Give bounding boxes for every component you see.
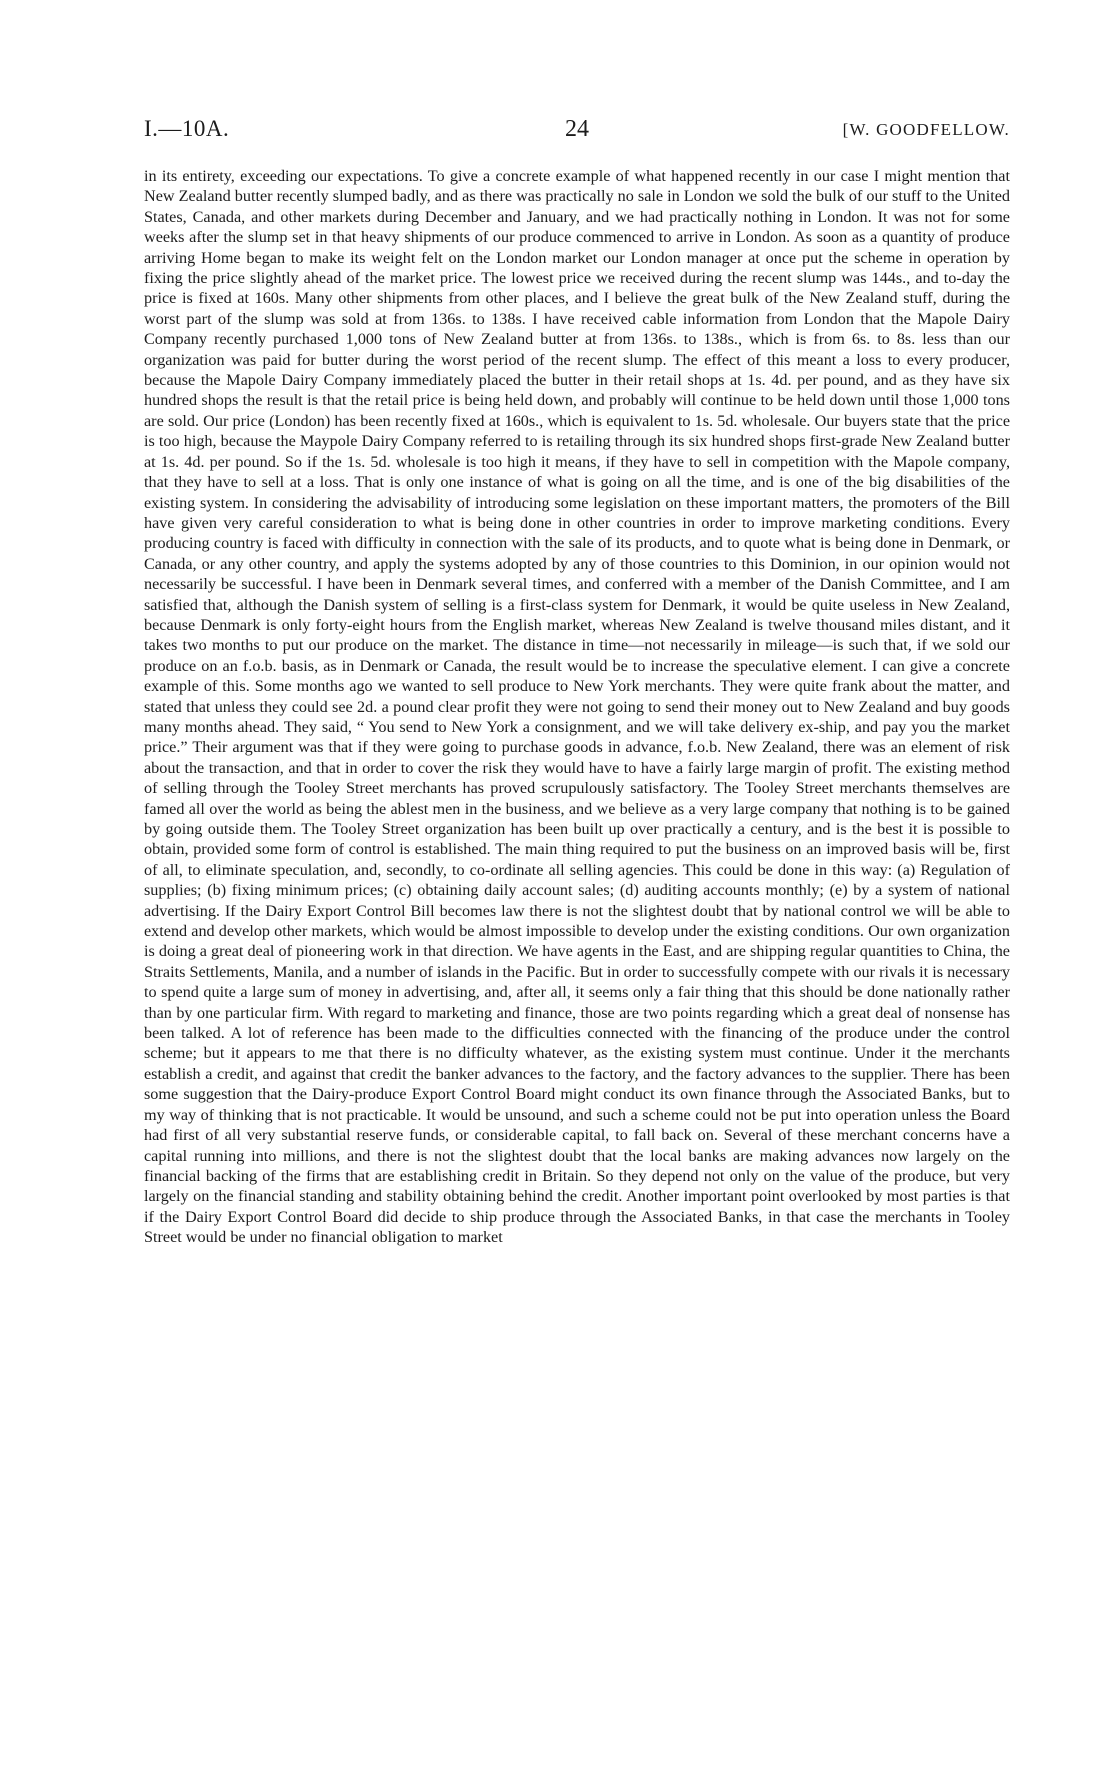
page-header: [144, 116, 1010, 152]
witness-name: [W. GOODFELLOW.: [842, 120, 1010, 139]
body-paragraph: in its entirety, exceeding our expectations. To give a concrete example of what happened recently in our case I might mention that New Zealand butter recently slumped badly, and as there was practically no sale in London we sold the bulk of our stuff to the United States, Canada, and other markets during December and January, and we had practically nothing in London. It was not for some weeks after the slump set in that heavy shipments of our produce commenced to arrive in London. As soon as a quantity of produce arriving Home began to make its weight felt on the London market our London manager at once put the scheme in operation by fixing the price slightly ahead of the market price. The lowest price we received during the recent slump was 144s., and to-day the price is fixed at 160s. Many other shipments from other places, and I believe the great bulk of the New Zealand stuff, during the worst part of the slump was sold at from 136s. to 138s. I have received cable information from London that the Mapole Dairy Company recently purchased 1,000 tons of New Zealand butter at from 136s. to 138s., which is from 6s. to 8s. less than our organization was paid for butter during the worst period of the recent slump. The effect of this meant a loss to every producer, because the Mapole Dairy Company immediately placed the butter in their retail shops at 1s. 4d. per pound, and as they have six hundred shops the result is that the retail price is being held down, and probably will continue to be held down until those 1,000 tons are sold. Our price (London) has been recently fixed at 160s., which is equivalent to 1s. 5d. wholesale. Our buyers state that the price is too high, because the Maypole Dairy Company referred to is retailing through its six hundred shops first-grade New Zealand butter at 1s. 4d. per pound. So if the 1s. 5d. wholesale is too high it means, if they have to sell in competition with the Mapole company, that they have to sell at a loss. That is only one instance of what is going on all the time, and is one of the big disabilities of the existing system. In considering the advisability of introducing some legislation on these important matters, the promoters of the Bill have given very careful consideration to what is being done in other countries in order to improve marketing conditions. Every producing country is faced with difficulty in connection with the sale of its products, and to quote what is being done in Denmark, or Canada, or any other country, and apply the systems adopted by any of those countries to this Dominion, in our opinion would not necessarily be successful. I have been in Denmark several times, and conferred with a member of the Danish Committee, and I am satisfied that, although the Danish system of selling is a first-class system for Denmark, it would be quite useless in New Zealand, because Denmark is only forty-eight hours from the English market, whereas New Zealand is twelve thousand miles distant, and it takes two months to put our produce on the market. The distance in time—not necessarily in mileage—is such that, if we sold our produce on an f.o.b. basis, as in Denmark or Canada, the result would be to increase the speculative element. I can give a concrete example of this. Some months ago we wanted to sell produce to New York merchants. They were quite frank about the matter, and stated that unless they could see 2d. a pound clear profit they were not going to send their money out to New Zealand and buy goods many months ahead. They said, “ You send to New York a consignment, and we will take delivery ex-ship, and pay you the market price.” Their argument was that if they were going to purchase goods in advance, f.o.b. New Zealand, there was an element of risk about the transaction, and that in order to cover the risk they would have to have a fairly large margin of profit. The existing method of selling through the Tooley Street merchants has proved scrupulously satisfactory. The Tooley Street merchants themselves are famed all over the world as being the ablest men in the business, and we believe as a very large company that nothing is to be gained by going outside them. The Tooley Street organization has been built up over practically a century, and is the best it is possible to obtain, provided some form of control is established. The main thing required to put the business on an improved basis will be, first of all, to eliminate speculation, and, secondly, to co-ordinate all selling agencies. This could be done in this way: (a) Regulation of supplies; (b) fixing minimum prices; (c) obtaining daily account sales; (d) auditing accounts monthly; (e) by a system of national advertising. If the Dairy Export Control Bill becomes law there is not the slightest doubt that by national control we will be able to extend and develop other markets, which would be almost impossible to develop under the existing conditions. Our own organization is doing a great deal of pioneering work in that direction. We have agents in the East, and are shipping regular quantities to China, the Straits Settlements, Manila, and a number of islands in the Pacific. But in order to successfully compete with our rivals it is necessary to spend quite a large sum of money in advertising, and, after all, it seems only a fair thing that this should be done nationally rather than by one particular firm. With regard to marketing and finance, those are two points regarding which a great deal of nonsense has been talked. A lot of reference has been made to the difficulties connected with the financing of the produce under the control scheme; but it appears to me that there is no difficulty whatever, as the existing system must continue. Under it the merchants establish a credit, and against that credit the banker advances to the factory, and the factory advances to the supplier. There has been some suggestion that the Dairy-produce Export Control Board might conduct its own finance through the Associated Banks, but to my way of thinking that is not practicable. It would be unsound, and such a scheme could not be put into operation unless the Board had first of all very substantial reserve funds, or considerable capital, to fall back on. Several of these merchant concerns have a capital running into millions, and there is not the slightest doubt that the local banks are making advances now largely on the financial backing of the firms that are establishing credit in Britain. So they depend not only on the value of the produce, but very largely on the financial standing and stability obtaining behind the credit. Another important point overlooked by most parties is that if the Dairy Export Control Board did decide to ship produce through the Associated Banks, in that case the merchants in Tooley Street would be under no financial obligation to market: [144, 167, 1010, 1247]
page-number: 24: [565, 116, 589, 142]
paper-reference: I.—10A.: [144, 116, 230, 141]
